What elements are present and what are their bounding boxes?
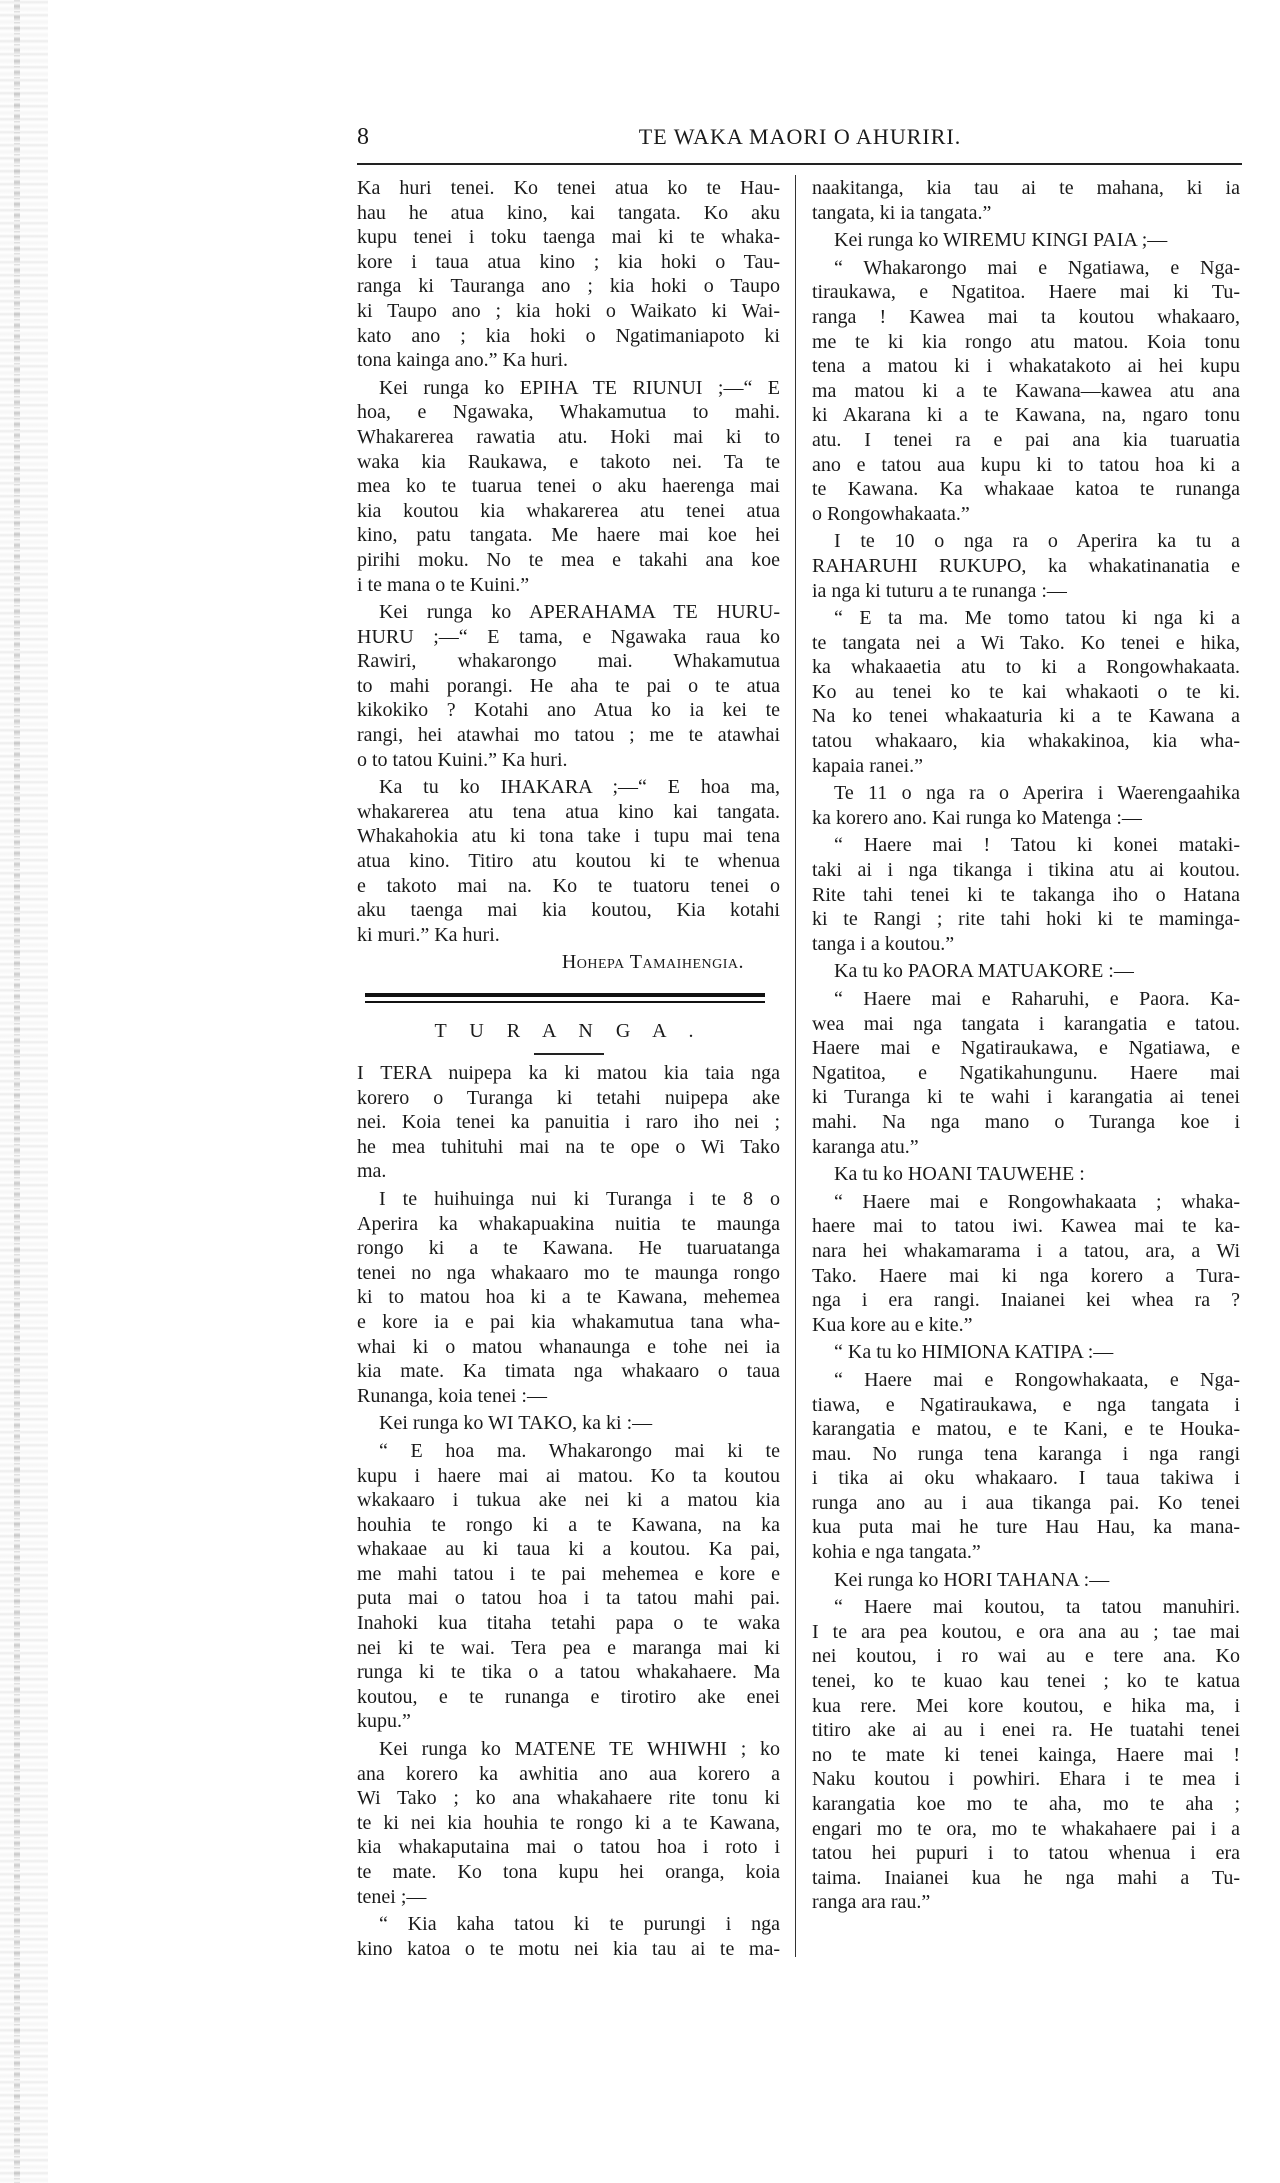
text-line: kino, patu tangata. Me haere mai koe hei (357, 524, 780, 547)
paragraph (812, 176, 1240, 225)
text-line: tenei no nga whakaaro mo te maunga rongo (357, 1261, 780, 1284)
text-line: whakaae au ki taua ki a koutou. Ka pai, (357, 1538, 780, 1561)
text-line: ia nga ki tuturu a te runanga :— (812, 579, 1067, 602)
paragraph (357, 1411, 780, 1436)
text-line: tatou whakaaro, kia whakakinoa, kia wha- (812, 730, 1240, 753)
text-line: hau he atua kino, kai tangata. Ko aku (357, 201, 780, 224)
text-line: Kei runga ko APERAHAMA TE HURU- (379, 601, 780, 624)
paragraph (357, 600, 780, 772)
text-line: kino katoa o te motu nei kia tau ai te ma- (357, 1937, 780, 1960)
text-line: Na ko tenei whakaaturia ki a te Kawana a (812, 705, 1240, 728)
page-number: 8 (357, 124, 369, 150)
text-line: to mahi porangi. He aha te pai o te atua (357, 674, 780, 697)
text-line: kia mate. Ka timata nga whakaaro o taua (357, 1360, 780, 1383)
text-line: kupu i haere mai ai matou. Ko ta koutou (357, 1464, 780, 1487)
text-line: hoa, e Ngawaka, Whakamutua to mahi. (357, 401, 780, 424)
text-line: Naku koutou i powhiri. Ehara i te mea i (812, 1768, 1240, 1791)
text-line: i tika ai oku whakaaro. I taua takiwa i (812, 1467, 1240, 1490)
text-line: atua kino. Titiro atu koutou ki te whenua (357, 850, 780, 873)
text-line: pirihi moku. No te mea e takahi ana koe (357, 548, 780, 571)
text-line: me te ki kia rongo atu matou. Koia tonu (812, 330, 1240, 353)
text-line: Haere mai e Ngatiraukawa, e Ngatiawa, e (812, 1037, 1240, 1060)
text-line: karanga atu.” (812, 1135, 919, 1158)
text-line: nara hei whakamarama i a tatou, ara, a Wi (812, 1239, 1240, 1262)
text-line: “ Ka tu ko HIMIONA KATIPA :— (834, 1341, 1114, 1364)
text-line: ma matou ki a te Kawana—kawea atu ana (812, 379, 1240, 402)
text-line: mahi. Na nga mano o Turanga koe i (812, 1110, 1240, 1133)
text-line: e kore ia e pai kia whakamutua tana wha- (357, 1310, 780, 1333)
text-line: whakarerea atu tena atua kino kai tangata. (357, 800, 780, 823)
paragraph (357, 1061, 780, 1184)
text-line: Kei runga ko EPIHA TE RIUNUI ;—“ E (379, 376, 780, 399)
section-body (357, 1061, 780, 1961)
text-line: Kei runga ko HORI TAHANA :— (834, 1568, 1110, 1591)
paragraph (812, 833, 1240, 956)
text-line: e takoto mai na. Ko te tuatoru tenei o (357, 874, 780, 897)
left-column-turanga (357, 993, 780, 1964)
paragraph (357, 376, 780, 597)
text-line: houhia te rongo ki a te Kawana, na ka (357, 1513, 780, 1536)
text-line: me mahi tatou i te pai mehemea e kore e (357, 1562, 780, 1585)
text-line: karangatia koe mo te aha, mo te aha ; (812, 1793, 1240, 1815)
text-line: whai ki o matou whanaunga e tohe nei ia (357, 1335, 780, 1358)
scan-binding-edge (0, 0, 48, 2183)
right-column (812, 176, 1240, 1918)
text-line: taki ai i nga tikanga i tikina atu ai koutou. (812, 859, 1240, 882)
text-line: ana korero ka awhitia ano aua korero a (357, 1762, 780, 1785)
text-line: Kei runga ko WI TAKO, ka ki :— (379, 1412, 653, 1435)
text-line: Kei runga ko MATENE TE WHIWHI ; ko (379, 1738, 780, 1761)
text-line: ranga ara rau.” (812, 1891, 931, 1914)
text-line: haere mai to tatou iwi. Kawea mai te ka- (812, 1215, 1240, 1238)
text-line: rangi, hei atawhai mo tatou ; me te atawhai (357, 724, 780, 747)
left-column-top (357, 176, 780, 975)
text-line: te ki nei kia houhia te rongo ki a te Kawana, (357, 1811, 780, 1834)
text-line: RAHARUHI RUKUPO, ka whakatinanatia e (812, 554, 1240, 577)
newspaper-title: TE WAKA MAORI O AHURIRI. (638, 124, 962, 149)
text-line: Ka tu ko IHAKARA ;—“ E hoa ma, (379, 776, 780, 799)
scan-binding-shadow (14, 0, 20, 2183)
section-title-rule (534, 1053, 604, 1055)
text-line: kikokiko ? Kotahi ano Atua ko ia kei te (357, 699, 780, 722)
text-line: Rite tahi tenei ki te takanga iho o Hatana (812, 883, 1240, 906)
paragraph (357, 1187, 780, 1408)
text-line: kupu tenei i toku taenga mai ki te whaka- (357, 226, 780, 249)
paragraph (812, 606, 1240, 778)
text-line: nei koutou, i ro wai au e tere ana. Ko (812, 1645, 1240, 1668)
text-line: koutou, e te runanga e tirotiro ake enei (357, 1685, 780, 1708)
paragraph (812, 228, 1240, 253)
text-line: runga ki te tika o a tatou whakahaere. Ma (357, 1661, 780, 1684)
text-line: Ngatitoa, e Ngatikahungunu. Haere mai (812, 1061, 1240, 1084)
text-line: “ Kia kaha tatou ki te purungi i nga (379, 1913, 780, 1936)
text-line: Kua kore au e kite.” (812, 1313, 973, 1336)
text-line: I TERA nuipepa ka ki matou kia taia nga (357, 1062, 780, 1084)
paragraph (812, 987, 1240, 1159)
text-line: tiraukawa, e Ngatitoa. Haere mai ki Tu- (812, 281, 1240, 304)
text-line: nga i era rangi. Inaianei kei whea ra ? (812, 1289, 1240, 1312)
text-line: no te mate ki tenei kainga, Haere mai ! (812, 1743, 1240, 1766)
section-double-rule (365, 993, 765, 1003)
text-line: “ Haere mai e Rongowhakaata, e Nga- (834, 1368, 1240, 1391)
text-line: wea mai nga tangata i karangatia e tatou. (812, 1012, 1240, 1035)
paragraph (812, 781, 1240, 830)
text-line: i te mana o te Kuini.” (357, 573, 530, 596)
text-line: titiro ake ai au i enei ra. He tuatahi tenei (812, 1719, 1240, 1742)
text-line: ki Akarana ki a te Kawana, na, ngaro tonu (812, 404, 1240, 427)
text-line: kia whakaputaina mai o tatou hoa i roto i (357, 1836, 780, 1859)
text-line: mea ko te tuarua tenei o aku haerenga mai (357, 475, 780, 498)
text-line: te mate. Ko tona kupu hei oranga, koia (357, 1861, 780, 1883)
text-line: I te huihuinga nui ki Turanga i te 8 o (379, 1187, 780, 1210)
text-line: Tako. Haere mai ki nga korero a Tura- (812, 1264, 1240, 1287)
paragraph (812, 1595, 1240, 1915)
text-line: ranga ! Kawea mai ta koutou whakaaro, (812, 305, 1240, 328)
text-line: tangata, ki ia tangata.” (812, 201, 992, 224)
text-line: I te 10 o nga ra o Aperira ka tu a (834, 530, 1240, 553)
paragraph (357, 176, 780, 373)
text-line: “ Haere mai e Rongowhakaata ; whaka- (834, 1190, 1240, 1213)
text-line: atu. I tenei ra e pai ana kia tuaruatia (812, 428, 1240, 451)
paragraph (812, 1368, 1240, 1565)
text-line: ranga ki Tauranga ano ; kia hoki o Taupo (357, 275, 780, 298)
text-line: I te ara pea koutou, e ora ana au ; tae mai (812, 1620, 1240, 1643)
text-line: “ E ta ma. Me tomo tatou ki nga ki a (834, 607, 1240, 630)
text-line: Te 11 o nga ra o Aperira i Waerengaahika (834, 782, 1240, 805)
text-line: Rawiri, whakarongo mai. Whakamutua (357, 650, 780, 673)
text-line: “ Haere mai e Raharuhi, e Paora. Ka- (834, 988, 1240, 1010)
text-line: Runanga, koia tenei :— (357, 1384, 547, 1407)
text-line: HURU ;—“ E tama, e Ngawaka raua ko (357, 625, 780, 648)
text-line: ka korero ano. Kai runga ko Matenga :— (812, 806, 1142, 829)
author-signature: Hohepa Tamaihengia. (561, 951, 744, 974)
text-line: Aperira ka whakapuakina nuitia te maunga (357, 1212, 780, 1235)
text-line: o to tatou Kuini.” Ka huri. (357, 748, 568, 771)
text-line: Ka tu ko PAORA MATUAKORE :— (834, 960, 1134, 983)
text-line: ki Turanga ki te wahi i karangatia ai tenei (812, 1086, 1240, 1109)
text-line: kohia e nga tangata.” (812, 1541, 981, 1564)
text-line: o Rongowhakaata.” (812, 502, 970, 525)
text-line: nei ki te wai. Tera pea e maranga mai ki (357, 1636, 780, 1659)
text-line: tona kainga ano.” Ka huri. (357, 349, 569, 372)
text-line: karangatia e matou, e te Kani, e te Houka- (812, 1418, 1240, 1441)
text-line: engari mo te ora, mo te whakahaere pai i a (812, 1817, 1240, 1840)
text-line: Kei runga ko WIREMU KINGI PAIA ;— (834, 229, 1168, 252)
text-line: korero o Turanga ki tetahi nuipepa ake (357, 1086, 780, 1109)
text-line: kore i taua atua kino ; kia hoki o Tau- (357, 250, 780, 273)
text-line: ma. (357, 1160, 387, 1183)
paragraph (812, 1190, 1240, 1338)
text-line: kupu.” (357, 1710, 411, 1733)
text-line: tanga i a koutou.” (812, 932, 955, 955)
text-line: “ E hoa ma. Whakarongo mai ki te (379, 1439, 780, 1462)
text-line: te Kawana. Ka whakaae katoa te runanga (812, 478, 1240, 501)
text-line: “ Haere mai ! Tatou ki konei mataki- (834, 834, 1240, 857)
text-line: ki Taupo ano ; kia hoki o Waikato ki Wai- (357, 299, 780, 322)
text-line: mau. No runga tena karanga i nga rangi (812, 1442, 1240, 1465)
text-line: kua puta mai he ture Hau Hau, ka mana- (812, 1516, 1240, 1539)
paragraph (812, 529, 1240, 603)
text-line: kapaia ranei.” (812, 754, 924, 777)
paragraph (812, 1568, 1240, 1593)
text-line: tenei ;— (357, 1885, 427, 1908)
text-line: kia koutou kia whakarerea atu tenei atua (357, 499, 780, 522)
paragraph (357, 1737, 780, 1909)
text-line: kato ano ; kia hoki o Ngatimaniapoto ki (357, 324, 780, 347)
paragraph (812, 1340, 1240, 1365)
text-line: tatou hei pupuri i to tatou whenua i era (812, 1842, 1240, 1865)
text-line: tenei, ko te kuao kau tenei ; ko te katua (812, 1670, 1240, 1693)
text-line: ki to matou hoa ki a te Kawana, mehemea (357, 1286, 780, 1309)
text-line: rongo ki a te Kawana. He tuaruatanga (357, 1237, 780, 1260)
text-line: Whakahokia atu ki tona take i tupu mai tena (357, 825, 780, 848)
text-line: Inahoki kua titaha tetahi papa o te waka (357, 1612, 780, 1635)
header-rule (357, 163, 1242, 165)
paragraph (812, 1162, 1240, 1187)
text-line: Whakarerea rawatia atu. Hoki mai ki to (357, 425, 780, 448)
text-line: naakitanga, kia tau ai te mahana, ki ia (812, 177, 1240, 199)
text-line: te tangata nei a Wi Tako. Ko tenei e hika, (812, 631, 1240, 654)
paragraph (812, 959, 1240, 984)
text-line: kua rere. Mei kore koutou, e hika ma, i (812, 1694, 1240, 1717)
paragraph (357, 775, 780, 947)
text-line: nei. Koia tenei ka panuitia i raro iho nei ; (357, 1111, 780, 1134)
text-line: Ka huri tenei. Ko tenei atua ko te Hau- (357, 177, 780, 199)
text-line: aku taenga mai kia koutou, Kia kotahi (357, 899, 780, 922)
text-line: he mea tuhituhi mai na te ope o Wi Tako (357, 1135, 780, 1158)
text-line: Ko au tenei ko te kai whakaoti o te ki. (812, 680, 1240, 703)
text-line: ka whakaaetia atu to ki a Rongowhakaata. (812, 656, 1240, 679)
paragraph (357, 1439, 780, 1734)
text-line: wkakaaro i tukua ake nei ki a matou kia (357, 1489, 780, 1512)
column-divider (795, 175, 796, 1957)
text-line: Wi Tako ; ko ana whakahaere rite tonu ki (357, 1787, 780, 1810)
paragraph (812, 256, 1240, 527)
text-line: ano e tatou aua kupu ki to tatou hoa ki a (812, 453, 1240, 476)
text-line: waka kia Raukawa, e takoto nei. Ta te (357, 450, 780, 473)
text-line: tiawa, e Ngatiraukawa, e nga tangata i (812, 1393, 1240, 1416)
paragraph (357, 1912, 780, 1961)
text-line: “ Whakarongo mai e Ngatiawa, e Nga- (834, 256, 1240, 279)
text-line: ki muri.” Ka huri. (357, 923, 500, 946)
section-title: T U R A N G A . (434, 1020, 703, 1042)
text-line: tena a matou ki i whakatakoto ai hei kupu (812, 355, 1240, 378)
text-line: ki te Rangi ; rite tahi hoki ki te maminga- (812, 908, 1240, 931)
text-line: taima. Inaianei kua he nga mahi a Tu- (812, 1866, 1240, 1889)
text-line: runga ano au i aua tikanga pai. Ko tenei (812, 1491, 1240, 1514)
text-line: Ka tu ko HOANI TAUWEHE : (834, 1163, 1085, 1186)
text-line: puta mai o tatou hoa i ta tatou mahi pai. (357, 1587, 780, 1610)
text-line: “ Haere mai koutou, ta tatou manuhiri. (834, 1596, 1240, 1619)
